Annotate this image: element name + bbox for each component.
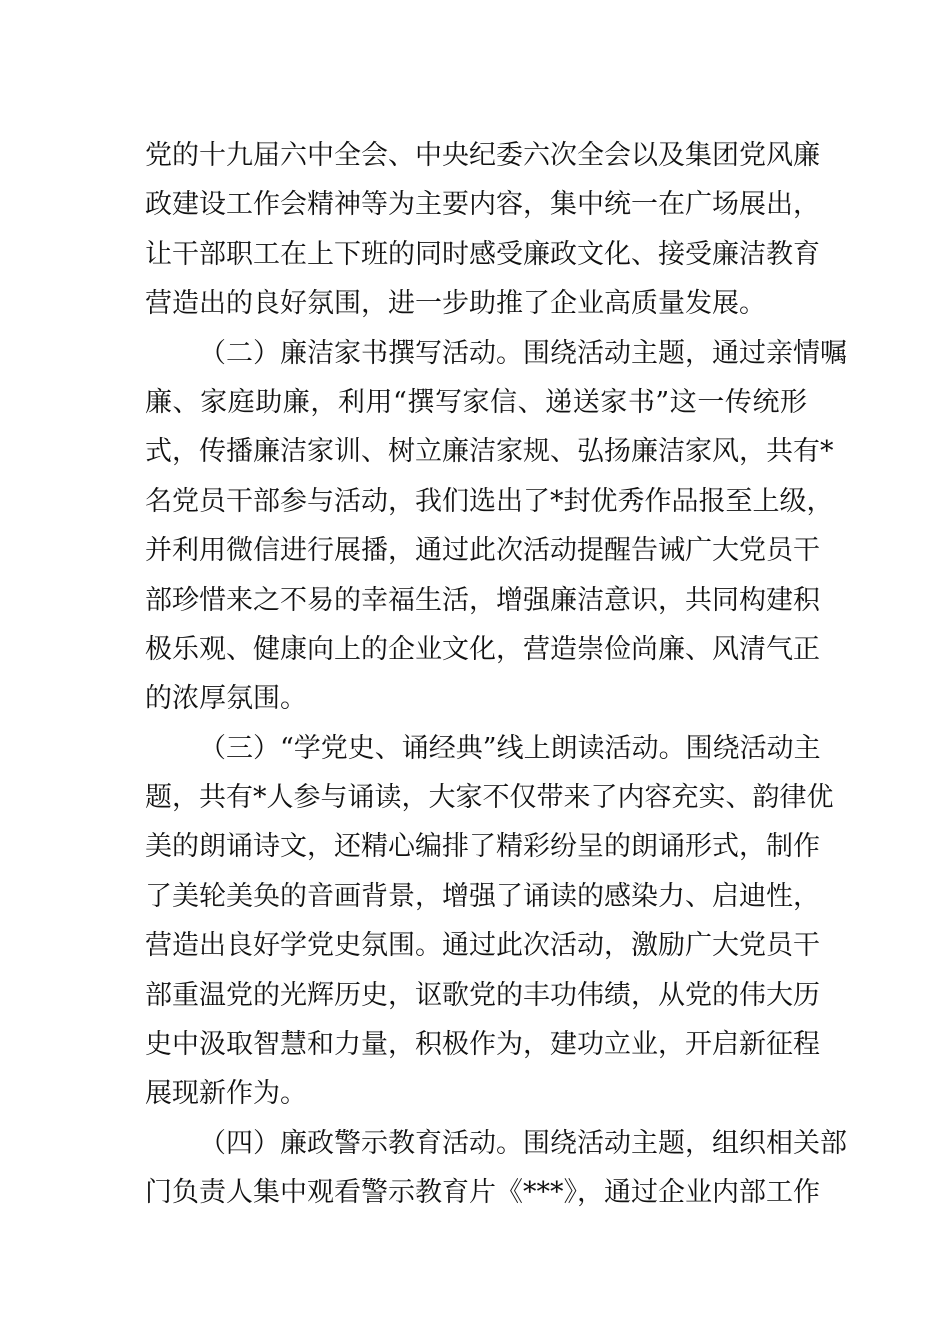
- text-line: 并利用微信进行展播，通过此次活动提醒告诫广大党员干: [145, 535, 820, 567]
- text-line: 营造出的良好氛围，进一步助推了企业高质量发展。: [145, 288, 766, 320]
- text-line: 廉、家庭助廉，利用“撰写家信、递送家书”这一传统形: [145, 386, 807, 418]
- text-line: （二）廉洁家书撰写活动。围绕活动主题，通过亲情嘱: [199, 337, 847, 369]
- text-line: 营造出良好学党史氛围。通过此次活动，激励广大党员干: [145, 930, 820, 962]
- text-line: 部珍惜来之不易的幸福生活，增强廉洁意识，共同构建积: [145, 584, 820, 616]
- text-line: 极乐观、健康向上的企业文化，营造崇俭尚廉、风清气正: [145, 633, 820, 665]
- text-line: 让干部职工在上下班的同时感受廉政文化、接受廉洁教育: [145, 238, 820, 270]
- text-line: 美的朗诵诗文，还精心编排了精彩纷呈的朗诵形式，制作: [145, 831, 820, 863]
- text-line: 展现新作为。: [145, 1078, 307, 1110]
- text-line: 政建设工作会精神等为主要内容，集中统一在广场展出，: [145, 189, 820, 221]
- text-line: 史中汲取智慧和力量，积极作为，建功立业，开启新征程: [145, 1029, 820, 1061]
- text-line: 名党员干部参与活动，我们选出了*封优秀作品报至上级，: [145, 485, 834, 517]
- text-line: 的浓厚氛围。: [145, 683, 307, 715]
- text-line: 门负责人集中观看警示教育片《***》，通过企业内部工作: [145, 1177, 820, 1209]
- text-line: 式，传播廉洁家训、树立廉洁家规、弘扬廉洁家风，共有*: [145, 436, 834, 468]
- document-body: [145, 131, 847, 1218]
- text-line: （四）廉政警示教育活动。围绕活动主题，组织相关部: [199, 1127, 847, 1159]
- text-line: 部重温党的光辉历史，讴歌党的丰功伟绩，从党的伟大历: [145, 979, 820, 1011]
- text-line: 题，共有*人参与诵读，大家不仅带来了内容充实、韵律优: [145, 782, 834, 814]
- text-line: 了美轮美奂的音画背景，增强了诵读的感染力、启迪性，: [145, 880, 820, 912]
- text-line: 党的十九届六中全会、中央纪委六次全会以及集团党风廉: [145, 140, 820, 171]
- text-line: （三）“学党史、诵经典”线上朗读活动。围绕活动主: [199, 732, 821, 764]
